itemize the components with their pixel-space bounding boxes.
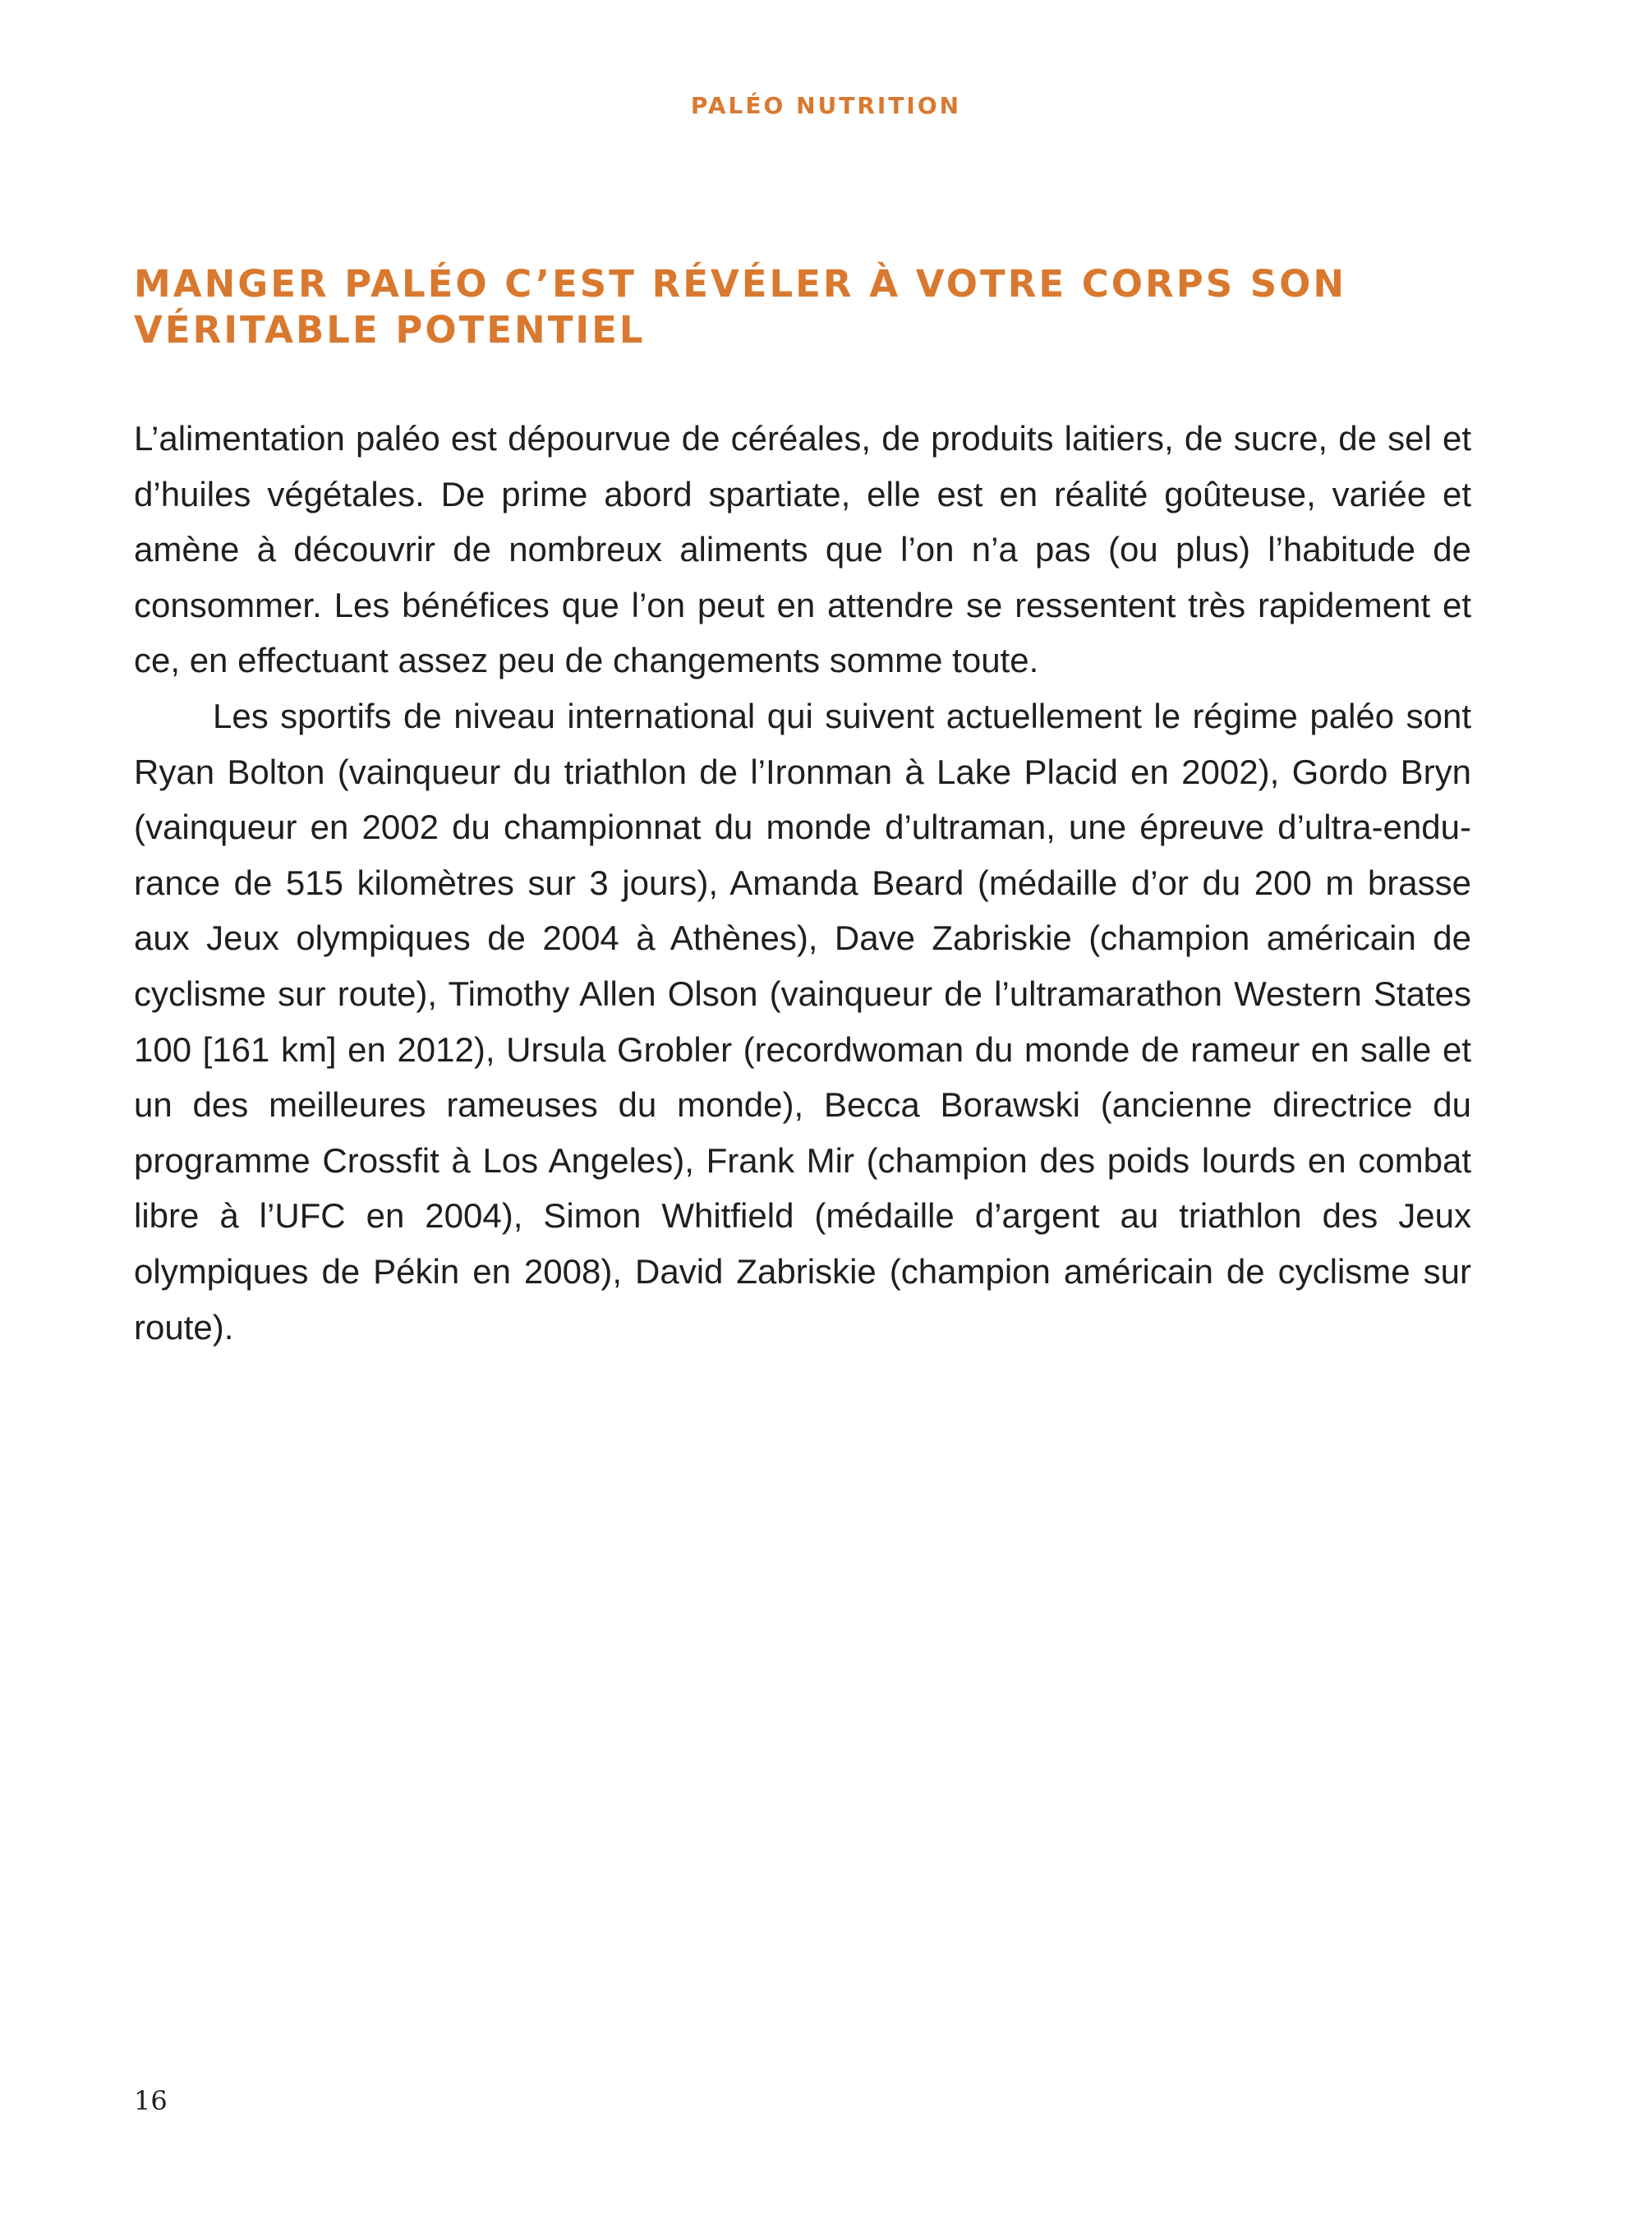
section-title: MANGER PALÉO C’EST RÉVÉLER À VOTRE CORPS SON VÉRITABLE POTENTIEL	[134, 262, 1347, 352]
paragraph: Les sportifs de niveau international qui suivent actuellement le régime paléo sont Ryan Bolton (vainqueur du triathlon de l’Ironman à Lake Placid en 2002), Gordo Bryn (vainqueur en 2002 du championnat du monde d’ultraman, une épreuve d’ultra-endurance de 515 kilomètres sur 3 jours), Amanda Beard (médaille d’or du 200 m brasse aux Jeux olympiques de 2004 à Athènes), Dave Zabriskie (champion américain de cyclisme sur route), Timothy Allen Olson (vainqueur de l’ultramarathon Western States 100 [161 km] en 2012), Ursula Grobler (recordwoman du monde de rameur en salle et un des meilleures rameuses du monde), Becca Borawski (ancienne directrice du programme Crossfit à Los Angeles), Frank Mir (champion des poids lourds en combat libre à l’UFC en 2004), Simon Whitfield (médaille d’argent au triathlon des Jeux olympiques de Pékin en 2008), David Zabriskie (champion américain de cyclisme sur route).	[134, 696, 1471, 1347]
page-number: 16	[134, 2085, 168, 2116]
body-text	[134, 411, 1471, 1355]
running-head: PALÉO NUTRITION	[690, 92, 962, 119]
paragraph: L’alimentation paléo est dépourvue de céréales, de produits laitiers, de sucre, de sel et d’huiles végétales. De prime abord spartiate, elle est en réalité goûteuse, variée et amène à découvrir de nombreux aliments que l’on n’a pas (ou plus) l’habitude de consommer. Les bénéfices que l’on peut en attendre se ressentent très rapidement et ce, en effectuant assez peu de changements somme toute.	[134, 419, 1471, 680]
